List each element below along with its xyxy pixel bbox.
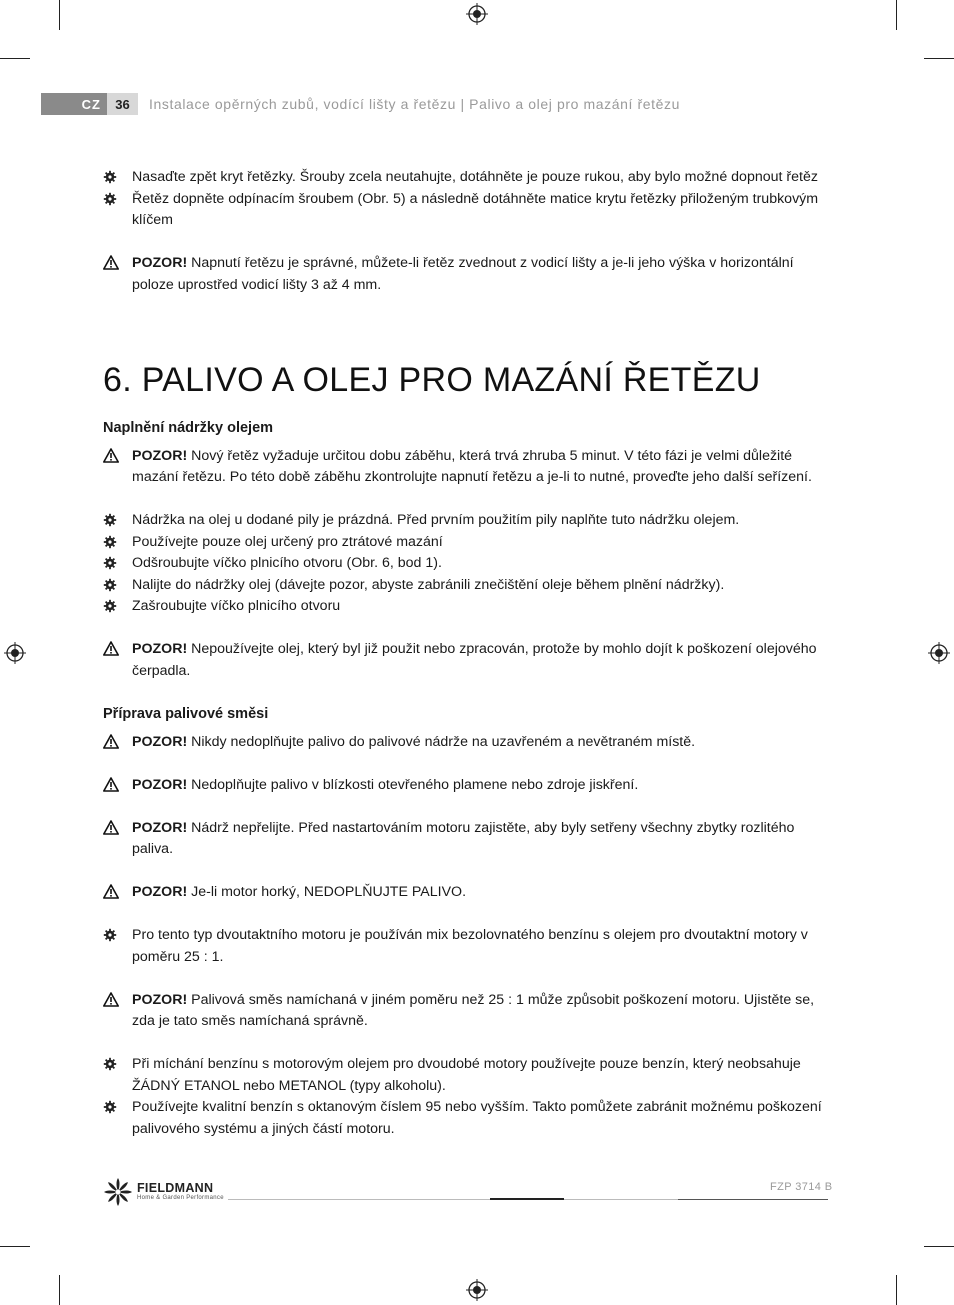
warning-label: POZOR! — [132, 447, 188, 464]
warning-triangle-icon — [103, 641, 119, 656]
warning-label: POZOR! — [132, 255, 188, 271]
gear-bullet-icon — [103, 599, 117, 613]
gear-bullet-icon — [103, 1057, 117, 1071]
subsection-heading: Příprava palivové směsi — [103, 706, 269, 722]
gear-bullet-icon — [103, 578, 117, 592]
gear-bullet-icon — [103, 192, 117, 206]
crop-mark — [59, 1275, 60, 1305]
list-item: Nádržka na olej u dodané pily je prázdná. Před prvním použitím pily naplňte tuto nádržku olejem. — [103, 510, 831, 532]
crop-mark — [924, 58, 954, 59]
warning-triangle-icon — [103, 448, 119, 463]
warning-triangle-icon — [103, 777, 119, 792]
crop-mark — [896, 0, 897, 30]
warning-item: POZOR! Palivová směs namíchaná v jiném poměru než 25 : 1 může způsobit poškození motoru. Ujistěte se, zda je tato směs namíchaná správně. — [103, 990, 831, 1033]
registration-mark-icon — [928, 642, 950, 664]
footer-divider — [490, 1198, 564, 1200]
list-item: Používejte kvalitní benzín s oktanovým číslem 95 nebo vyšším. Takto pomůžete zabránit možnému poškození palivového systému a jiných částí motoru. — [103, 1097, 831, 1140]
warning-item: POZOR! Je-li motor horký, NEDOPLŇUJTE PALIVO. — [103, 882, 831, 904]
brand-name: FIELDMANN — [137, 1181, 214, 1195]
page-number: 36 — [107, 93, 138, 115]
model-number: FZP 3714 B — [770, 1181, 833, 1193]
registration-mark-icon — [4, 642, 26, 664]
registration-mark-icon — [466, 1279, 488, 1301]
list-item: Pro tento typ dvoutaktního motoru je používán mix bezolovnatého benzínu s olejem pro dvoutaktní motory v poměru 25 : 1. — [103, 925, 831, 968]
list-item: Používejte pouze olej určený pro ztrátové mazání — [103, 532, 831, 554]
footer-divider — [678, 1199, 828, 1200]
list-item: Nasaďte zpět kryt řetězky. Šrouby zcela neutahujte, dotáhněte je pouze rukou, aby bylo možné dopnout řetěz — [103, 167, 831, 189]
registration-mark-icon — [466, 3, 488, 25]
gear-bullet-icon — [103, 1100, 117, 1114]
crop-mark — [896, 1275, 897, 1305]
warning-triangle-icon — [103, 734, 119, 749]
warning-label: POZOR! — [132, 819, 188, 836]
warning-item: POZOR! Nedoplňujte palivo v blízkosti otevřeného plamene nebo zdroje jiskření. — [103, 775, 831, 797]
warning-item: POZOR! Napnutí řetězu je správné, můžete-li řetěz zvednout z vodicí lišty a je-li jeho výška v horizontální poloze uprostřed vodicí lišty 3 až 4 mm. — [103, 253, 831, 296]
warning-label: POZOR! — [132, 991, 188, 1008]
brand-logo — [103, 1177, 224, 1207]
subsection-heading: Naplnění nádržky olejem — [103, 420, 274, 436]
footer-divider — [564, 1199, 678, 1200]
warning-item: POZOR! Nový řetěz vyžaduje určitou dobu záběhu, která trvá zhruba 5 minut. V této fázi je velmi důležité mazání řetězu. Po této době záběhu zkontrolujte napnutí řetězu a je-li to nutné, proveďte jeho další seřízení. — [103, 446, 831, 489]
warning-triangle-icon — [103, 884, 119, 899]
warning-item: POZOR! Nikdy nedoplňujte palivo do palivové nádrže na uzavřeném a nevětraném místě. — [103, 732, 831, 754]
language-badge: CZ — [41, 93, 107, 115]
gear-bullet-icon — [103, 928, 117, 942]
page-header — [41, 93, 138, 115]
list-item: Řetěz dopněte odpínacím šroubem (Obr. 5) a následně dotáhněte matice krytu řetězky přiloženým trubkovým klíčem — [103, 189, 831, 232]
fan-logo-icon — [103, 1177, 133, 1207]
warning-label: POZOR! — [132, 884, 188, 900]
warning-triangle-icon — [103, 992, 119, 1007]
brand-tagline: Home & Garden Performance — [137, 1195, 224, 1201]
warning-label: POZOR! — [132, 641, 188, 657]
section-title: 6. PALIVO A OLEJ PRO MAZÁNÍ ŘETĚZU — [103, 361, 761, 399]
crop-mark — [59, 0, 60, 30]
gear-bullet-icon — [103, 535, 117, 549]
list-item: Odšroubujte víčko plnicího otvoru (Obr. 6, bod 1). — [103, 553, 831, 575]
list-item: Nalijte do nádržky olej (dávejte pozor, abyste zabránili znečištění oleje během plnění nádržky). — [103, 575, 831, 597]
list-item: Zašroubujte víčko plnicího otvoru — [103, 596, 831, 618]
gear-bullet-icon — [103, 513, 117, 527]
crop-mark — [0, 1246, 30, 1247]
warning-triangle-icon — [103, 255, 119, 270]
footer-divider — [228, 1199, 490, 1200]
warning-label: POZOR! — [132, 733, 188, 750]
list-item: Při míchání benzínu s motorovým olejem pro dvoudobé motory používejte pouze benzín, který neobsahuje ŽÁDNÝ ETANOL nebo METANOL (typy alkoholu). — [103, 1054, 831, 1097]
warning-item: POZOR! Nepoužívejte olej, který byl již použit nebo zpracován, protože by mohlo dojít k poškození olejového čerpadla. — [103, 639, 831, 682]
warning-triangle-icon — [103, 820, 119, 835]
warning-label: POZOR! — [132, 776, 188, 793]
page-content — [103, 167, 831, 1140]
warning-item: POZOR! Nádrž nepřelijte. Před nastartováním motoru zajistěte, aby byly setřeny všechny zbytky rozlitého paliva. — [103, 818, 831, 861]
crop-mark — [0, 58, 30, 59]
gear-bullet-icon — [103, 170, 117, 184]
running-title: Instalace opěrných zubů, vodící lišty a řetězu | Palivo a olej pro mazání řetězu — [149, 96, 680, 112]
gear-bullet-icon — [103, 556, 117, 570]
crop-mark — [924, 1246, 954, 1247]
